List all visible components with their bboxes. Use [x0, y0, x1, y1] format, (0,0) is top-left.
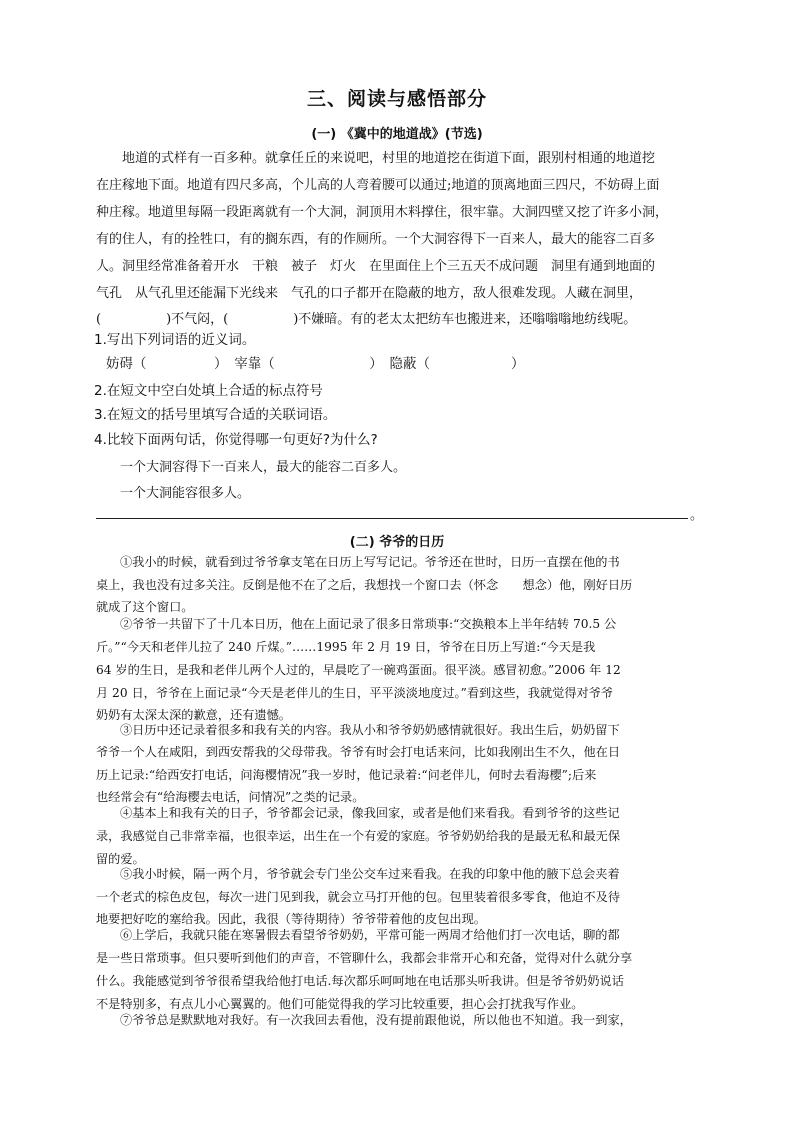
passage-line: 录，我感觉自己非常幸福，也很幸运，出生在一个有爱的家庭。爷爷奶奶给我的是最无私和最无保 — [96, 829, 621, 843]
passage-line: 地道的式样有一百多种。就拿任丘的来说吧，村里的地道挖在街道下面，跟别村相通的地道挖 — [122, 151, 656, 166]
question-4: 4.比较下面两句话，你觉得哪一句更好?为什么? — [94, 432, 378, 448]
passage-line: 有的住人，有的拴牲口，有的搁东西，有的作厕所。一个大洞容得下一百来人，最大的能容二百多 — [96, 232, 656, 247]
passage-line: 64 岁的生日，是我和老伴儿两个人过的，早晨吃了一碗鸡蛋面。很平淡。感冒初愈。”2006 年 12 — [96, 663, 621, 677]
passage-line: ⑥上学后，我就只能在寒暑假去看望爷爷奶奶，平常可能一两周才给他们打一次电话，聊的都 — [120, 928, 620, 942]
answer-end-mark: 。 — [690, 508, 704, 523]
passage-line: 就成了这个窗口。 — [96, 600, 194, 614]
answer-line[interactable] — [96, 517, 688, 519]
passage-line: 也经常会有“给海樱去电话，问情况”之类的记录。 — [96, 790, 365, 804]
passage-line: 爷爷一个人在咸阳，到西安帮我的父母带我。爷爷有时会打电话来问，比如我刚出生不久，他在日 — [96, 745, 621, 759]
passage-line: ④基本上和我有关的日子，爷爷都会记录，像我回家，或者是他们来看我。看到爷爷的这些记 — [120, 806, 620, 820]
passage-line: 月 20 日，爷爷在上面记录“今天是老伴儿的生日，平平淡淡地度过。”看到这些，我就觉得对爷爷 — [96, 686, 614, 700]
section2-heading: (二) 爷爷的日历 — [349, 535, 445, 550]
compare-sentence-1: 一个大洞容得下一百来人，最大的能容二百多人。 — [120, 460, 407, 475]
question-1: 1.写出下列词语的近义词。 — [94, 332, 256, 348]
passage-line: 斤。”“今天和老伴儿拉了 240 斤煤。”……1995 年 2 月 19 日，爷爷在日历上写道:“今天是我 — [96, 640, 596, 654]
passage-line: 留的爱。 — [96, 852, 145, 866]
passage-line: ⑤我小时候，隔一两个月，爷爷就会专门坐公交车过来看我。在我的印象中他的腋下总会夹着 — [120, 867, 620, 881]
question-3: 3.在短文的括号里填写合适的关联词语。 — [94, 407, 337, 423]
passage-line: 一个老式的棕色皮包，每次一进门见到我，就会立马打开他的包。包里装着很多零食，他迫不及待 — [96, 890, 621, 904]
compare-sentence-2: 一个大洞能容很多人。 — [120, 486, 251, 501]
passage-line: ③日历中还记录着很多和我有关的内容。我从小和爷爷奶奶感情就很好。我出生后，奶奶留下 — [120, 723, 620, 737]
passage-line: 地要把好吃的塞给我。因此，我很（等待期待）爷爷带着他的皮包出现。 — [96, 912, 486, 926]
passage-line: ②爷爷一共留下了十几本日历，他在上面记录了很多日常琐事:“交换粮本上半年结转 70.5 公 — [120, 617, 617, 631]
passage-line: 不是特别多，有点儿小心翼翼的。他们可能觉得我的学习比较重要，担心会打扰我写作业。 — [96, 997, 584, 1011]
passage-line: 在庄稼地下面。地道有四尺多高，个儿高的人弯着腰可以通过;地道的顶离地面三四尺，不妨碍上面 — [96, 178, 660, 193]
passage-line: 桌上，我也没有过多关注。反倒是他不在了之后，我想找一个窗口去（怀念 想念）他，刚好日历 — [96, 578, 633, 592]
question-2: 2.在短文中空白处填上合适的标点符号 — [94, 383, 323, 399]
passage-line: ①我小的时候，就看到过爷爷拿支笔在日历上写写记记。爷爷还在世时，日历一直摆在他的书 — [120, 555, 620, 569]
passage-line: 气孔 从气孔里还能漏下光线来 气孔的口子都开在隐蔽的地方，敌人很难发现。人藏在洞里， — [96, 286, 643, 301]
page-title: 三、阅读与感悟部分 — [306, 88, 487, 110]
synonym-blanks[interactable]: 妨碍（ ） 宰靠（ ） 隐蔽（ ） — [106, 356, 525, 372]
passage-line: 是一些日常琐事。但只要听到他们的声音，不管聊什么，我都会非常开心和充备，觉得对什么就分享 — [96, 951, 633, 965]
passage-line: ( )不气闷，( )不嫌暗。有的老太太把纺车也搬进来，还嗡嗡嗡地纺线呢。 — [96, 312, 637, 327]
passage-line: 奶奶有太深太深的歉意，还有遗憾。 — [96, 708, 291, 722]
passage-line: 历上记录:“给西安打电话，问海樱情况”我一岁时，他记录着:“问老伴儿，何时去看海樱”;后来 — [96, 768, 597, 782]
section1-heading: (一) 《冀中的地道战》(节选) — [311, 127, 483, 142]
passage-line: 什么。我能感觉到爷爷很希望我给他打电话.每次都乐呵呵地在电话那头听我讲。但是爷爷奶奶说话 — [96, 974, 624, 988]
passage-line: ⑦爷爷总是默默地对我好。有一次我回去看他，没有提前跟他说，所以他也不知道。我一到家， — [120, 1013, 632, 1027]
passage-line: 种庄稼。地道里每隔一段距离就有一个大洞，洞顶用木料撑住，很牢靠。大洞四壁又挖了许多小洞， — [96, 205, 669, 220]
passage-line: 人。洞里经常准备着开水 干粮 被子 灯火 在里面住上个三五天不成问题 洞里有通到地面的 — [96, 259, 656, 274]
